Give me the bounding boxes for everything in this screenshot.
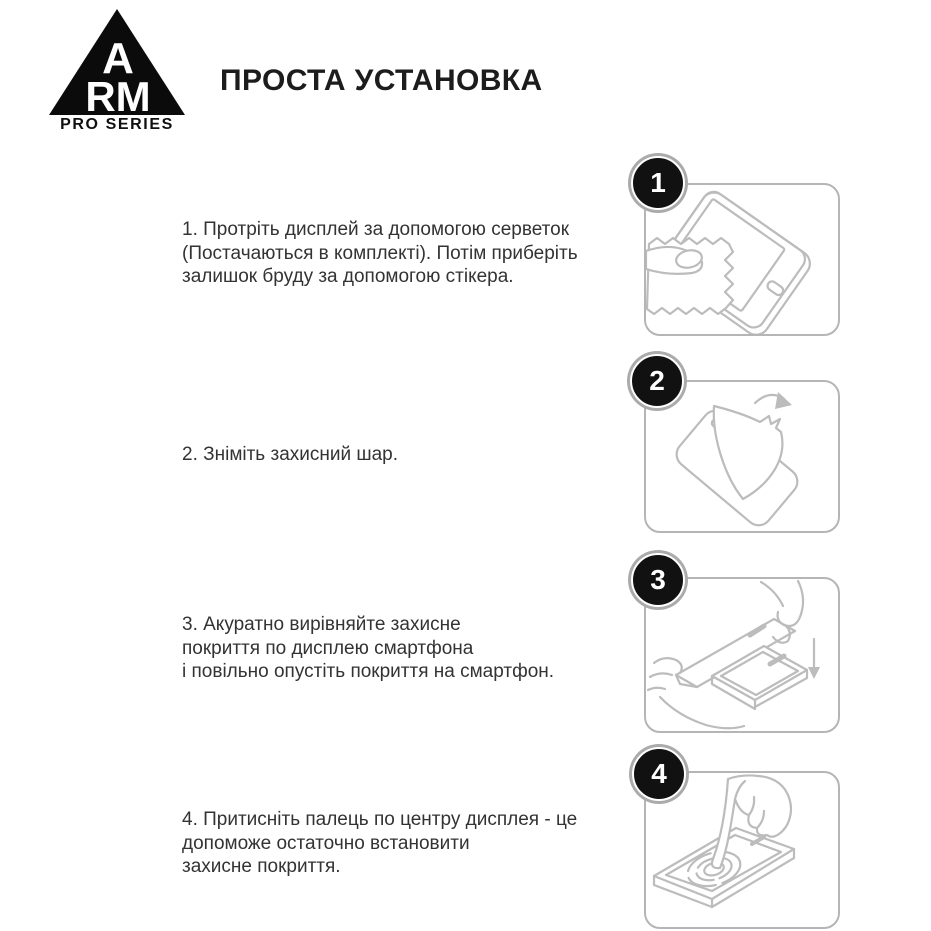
step-4-line-2: допоможе остаточно встановити [182,832,470,854]
step-1-line-2: (Постачаються в комплекті). Потім приберіть [182,242,578,264]
step-3-text [182,613,642,684]
step-4-line-1: 4. Притисніть палець по центру дисплея - це [182,809,578,830]
step-2-number-badge [630,354,684,408]
step-1-number-badge [631,156,685,210]
step-4-line-3: захисне покриття. [182,856,341,877]
step-1-illustration-box [644,183,840,336]
step-2-line-1: 2. Зніміть захисний шар. [182,444,399,465]
step-3-line-1: 3. Акуратно вирівняйте захисне [182,614,461,635]
step-3-line-3: і повільно опустіть покриття на смартфон. [182,661,555,682]
page-title: ПРОСТА УСТАНОВКА [220,64,543,97]
logo-letter-a: A [102,34,134,83]
step-1-line-3: залишок бруду за допомогою стікера. [182,266,514,287]
arrowhead [808,667,820,679]
step-3-number-badge [631,553,685,607]
wipe-display-illustration [646,185,838,334]
step-4-number: 4 [651,758,667,789]
align-protector-illustration [646,579,838,731]
step-2-text [182,443,642,467]
left-hand-finger-1 [654,658,682,673]
right-hand [761,582,783,606]
arm-logo [47,7,187,119]
logo-series-label: PRO SERIES [60,116,174,133]
step-3-number: 3 [650,564,666,595]
step-1-text [182,218,642,289]
step-2-number: 2 [649,365,665,396]
peeling-layer [714,406,783,499]
left-hand-palm [660,697,744,728]
step-2-illustration-box [644,380,840,533]
press-center-illustration [646,773,838,927]
step-1-line-1: 1. Протріть дисплей за допомогою серветок [182,219,570,240]
left-hand-finger-3 [648,688,665,690]
step-3-line-2: покриття по дисплею смартфона [182,637,474,659]
peel-layer-illustration [646,382,838,531]
step-4-number-badge [632,747,686,801]
step-4-text [182,808,642,879]
left-hand-finger-2 [650,673,672,677]
step-1-number: 1 [650,167,666,198]
logo-letters-rm: RM [85,73,151,119]
